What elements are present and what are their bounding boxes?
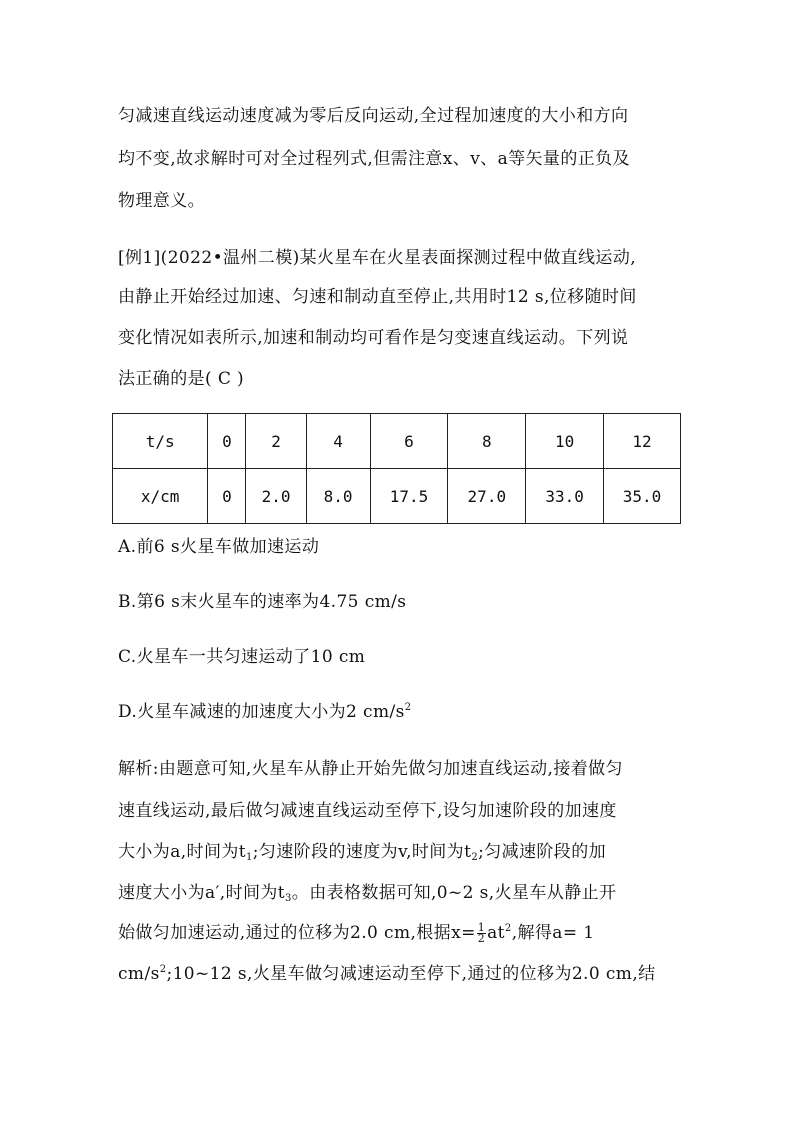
displacement-table	[112, 413, 681, 524]
analysis-text: ,解得a= 1	[511, 923, 595, 943]
table-cell: 2.0	[246, 469, 306, 524]
table-cell: 33.0	[526, 469, 604, 524]
subscript: 2	[471, 852, 479, 863]
table-cell: 6	[370, 414, 448, 469]
option-d	[118, 700, 412, 724]
analysis-line-2: 速直线运动,最后做匀减速直线运动至停下,设匀加速阶段的加速度	[118, 801, 617, 821]
superscript: 2	[159, 964, 167, 975]
analysis-text: 。由表格数据可知,0~2 s,火星车从静止开	[291, 883, 617, 903]
example-line-3: 变化情况如表所示,加速和制动均可看作是匀变速直线运动。下列说	[118, 328, 629, 348]
subscript: 1	[245, 852, 253, 863]
analysis-text: cm/s	[118, 964, 160, 984]
intro-line-1: 匀减速直线运动速度减为零后反向运动,全过程加速度的大小和方向	[118, 106, 629, 126]
table-cell: 10	[526, 414, 604, 469]
table-header-time: t/s	[113, 414, 208, 469]
option-d-exponent: 2	[404, 702, 412, 713]
example-line-2: 由静止开始经过加速、匀速和制动直至停止,共用时12 s,位移随时间	[118, 287, 637, 307]
option-a: A.前6 s火星车做加速运动	[118, 537, 320, 557]
analysis-text: 速度大小为a′,时间为t	[118, 883, 286, 903]
analysis-line-4	[118, 881, 616, 905]
analysis-text: 大小为a,时间为t	[118, 842, 246, 862]
fraction-numerator: 1	[477, 921, 486, 934]
fraction-denominator: 2	[477, 932, 486, 945]
option-d-text: D.火星车减速的加速度大小为2 cm/s	[118, 702, 405, 722]
table-header-displacement: x/cm	[113, 469, 208, 524]
table-row-time	[113, 414, 681, 469]
table-cell: 4	[306, 414, 370, 469]
intro-line-3: 物理意义。	[118, 191, 205, 211]
option-c: C.火星车一共匀速运动了10 cm	[118, 647, 366, 667]
analysis-text: at	[487, 923, 505, 943]
analysis-text: ;匀减速阶段的加	[478, 842, 607, 862]
fraction	[477, 923, 486, 944]
analysis-line-6	[118, 962, 656, 986]
table-cell: 8.0	[306, 469, 370, 524]
analysis-text: ;匀速阶段的速度为v,时间为t	[252, 842, 472, 862]
analysis-line-3	[118, 840, 606, 864]
table-cell: 27.0	[448, 469, 526, 524]
analysis-text: 始做匀加速运动,通过的位移为2.0 cm,根据x=	[118, 923, 476, 943]
table-row-displacement	[113, 469, 681, 524]
table-cell: 0	[208, 414, 246, 469]
intro-line-2: 均不变,故求解时可对全过程列式,但需注意x、v、a等矢量的正负及	[118, 149, 630, 169]
example-line-1: [例1](2022•温州二模)某火星车在火星表面探测过程中做直线运动,	[118, 248, 637, 268]
table-cell: 0	[208, 469, 246, 524]
example-line-4: 法正确的是( C )	[118, 369, 245, 389]
table-cell: 2	[246, 414, 306, 469]
option-b: B.第6 s末火星车的速率为4.75 cm/s	[118, 592, 407, 612]
subscript: 3	[285, 893, 292, 904]
table-cell: 12	[604, 414, 681, 469]
superscript: 2	[504, 923, 512, 934]
analysis-line-1: 解析:由题意可知,火星车从静止开始先做匀加速直线运动,接着做匀	[118, 759, 623, 779]
table-cell: 35.0	[604, 469, 681, 524]
table-cell: 8	[448, 414, 526, 469]
analysis-line-5	[118, 921, 595, 945]
analysis-text: ;10~12 s,火星车做匀减速运动至停下,通过的位移为2.0 cm,结	[166, 964, 656, 984]
table-cell: 17.5	[370, 469, 448, 524]
